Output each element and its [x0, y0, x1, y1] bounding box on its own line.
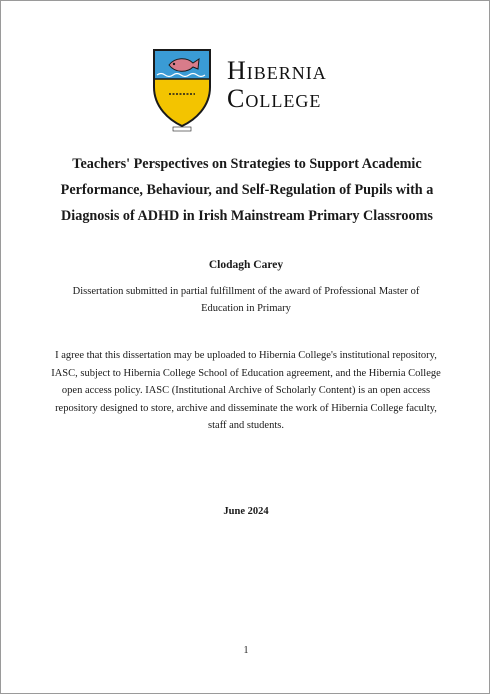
college-wordmark — [227, 57, 327, 113]
author-name: Clodagh Carey — [208, 259, 284, 271]
wordmark-line-1: Hibernia — [227, 56, 327, 85]
college-crest-icon — [151, 47, 213, 133]
wordmark-line-2: College — [227, 84, 322, 113]
dissertation-title: Teachers' Perspectives on Strategies to Support Academic Performance, Behaviour, and Self-Regulation of Pupils with a Diagnosis of ADHD in Irish Mainstream Primary Classrooms — [60, 156, 434, 224]
submission-statement: Dissertation submitted in partial fulfillment of the award of Professional Master of Education in Primary — [72, 286, 420, 314]
repository-agreement: I agree that this dissertation may be uploaded to Hibernia College's institutional repository, IASC, subject to Hibernia College School of Education agreement, and the Hibernia College open access policy. IASC (Institutional Archive of Scholarly Content) is an open access repository designed to store, archive and disseminate the work of Hibernia College faculty, staff and students. — [51, 350, 441, 431]
page-number: 1 — [243, 645, 249, 656]
submission-date: June 2024 — [223, 506, 269, 517]
college-logo — [151, 47, 351, 137]
